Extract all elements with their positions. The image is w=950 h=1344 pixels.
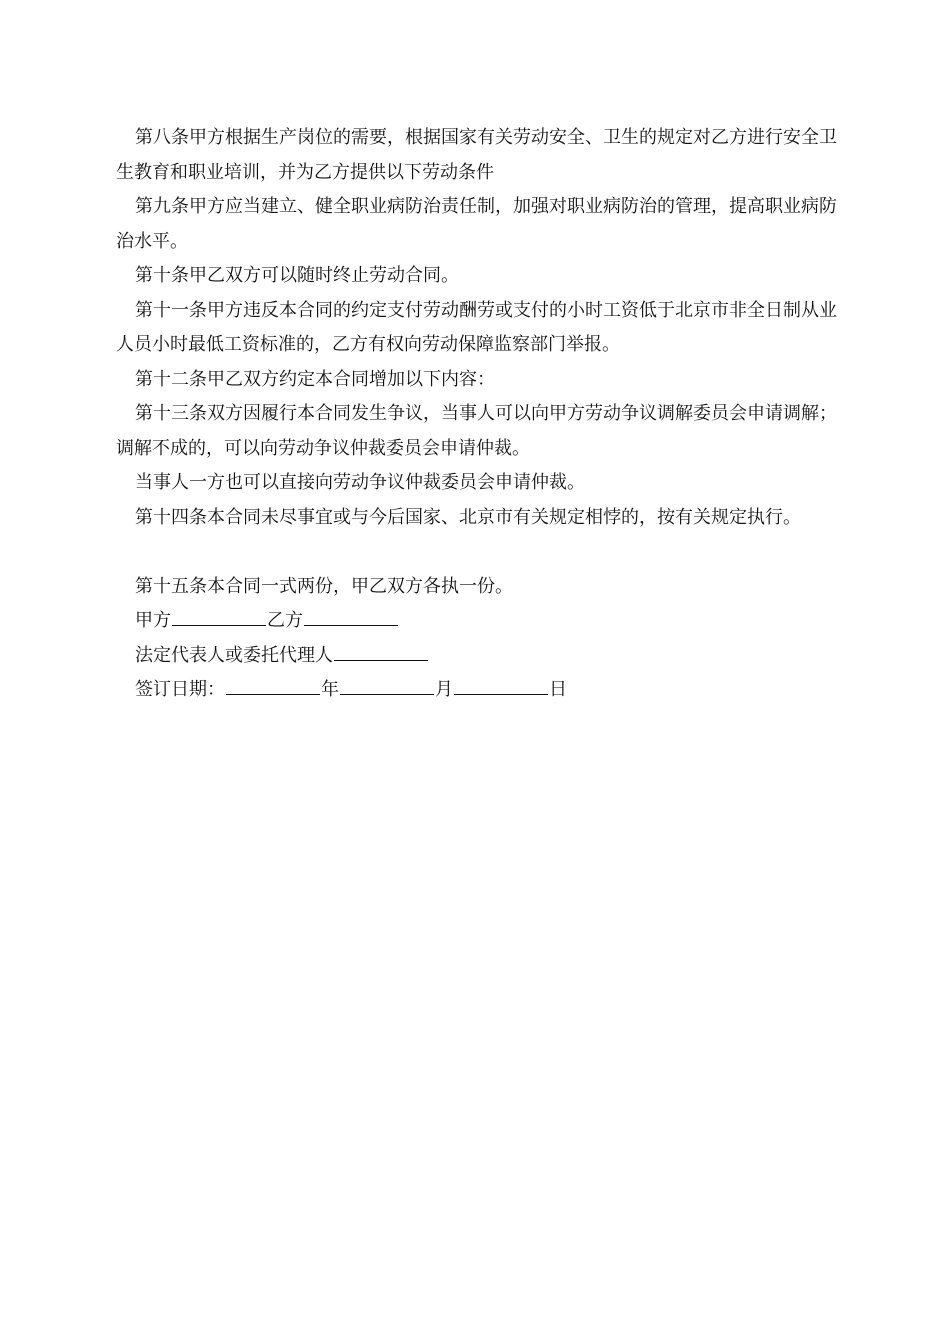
month-label: 月: [435, 679, 453, 700]
representative-label: 法定代表人或委托代理人: [135, 644, 333, 666]
clause-13-arbitration: 当事人一方也可以直接向劳动争议仲裁委员会申请仲裁。: [135, 472, 585, 493]
clause-8: 第八条甲方根据生产岗位的需要，根据国家有关劳动安全、卫生的规定对乙方进行安全卫生教育和职业培训，并为乙方提供以下劳动条件: [116, 127, 837, 183]
clause-9: 第九条甲方应当建立、健全职业病防治责任制，加强对职业病防治的管理，提高职业病防治水平。: [116, 196, 837, 252]
clause-14: 第十四条本合同未尽事宜或与今后国家、北京市有关规定相悖的，按有关规定执行。: [135, 506, 801, 528]
clause-11: 第十一条甲方违反本合同的约定支付劳动酬劳或支付的小时工资低于北京市非全日制从业人员小时最低工资标准的，乙方有权向劳动保障监察部门举报。: [116, 299, 837, 355]
clause-15: 第十五条本合同一式两份，甲乙双方各执一份。: [135, 575, 513, 597]
year-label: 年: [321, 679, 339, 700]
party-b-label: 乙方: [267, 610, 303, 631]
signing-date-line: [116, 673, 838, 708]
party-a-blank: [172, 607, 266, 626]
clause-12: 第十二条甲乙双方约定本合同增加以下内容：: [135, 368, 495, 390]
year-blank: [226, 676, 320, 695]
month-blank: [340, 676, 434, 695]
day-label: 日: [549, 679, 567, 700]
clause-13: 第十三条双方因履行本合同发生争议，当事人可以向甲方劳动争议调解委员会申请调解；调解不成的，可以向劳动争议仲裁委员会申请仲裁。: [116, 403, 837, 459]
representative-line: [116, 639, 838, 674]
date-label: 签订日期：: [135, 679, 225, 700]
day-blank: [454, 676, 548, 695]
party-a-label: 甲方: [135, 610, 171, 631]
representative-blank: [334, 642, 428, 661]
contract-body: [116, 121, 838, 708]
paragraph-gap: [116, 535, 838, 570]
party-signature-line: [116, 604, 838, 639]
clause-10: 第十条甲乙双方可以随时终止劳动合同。: [135, 265, 459, 286]
party-b-blank: [304, 607, 398, 626]
